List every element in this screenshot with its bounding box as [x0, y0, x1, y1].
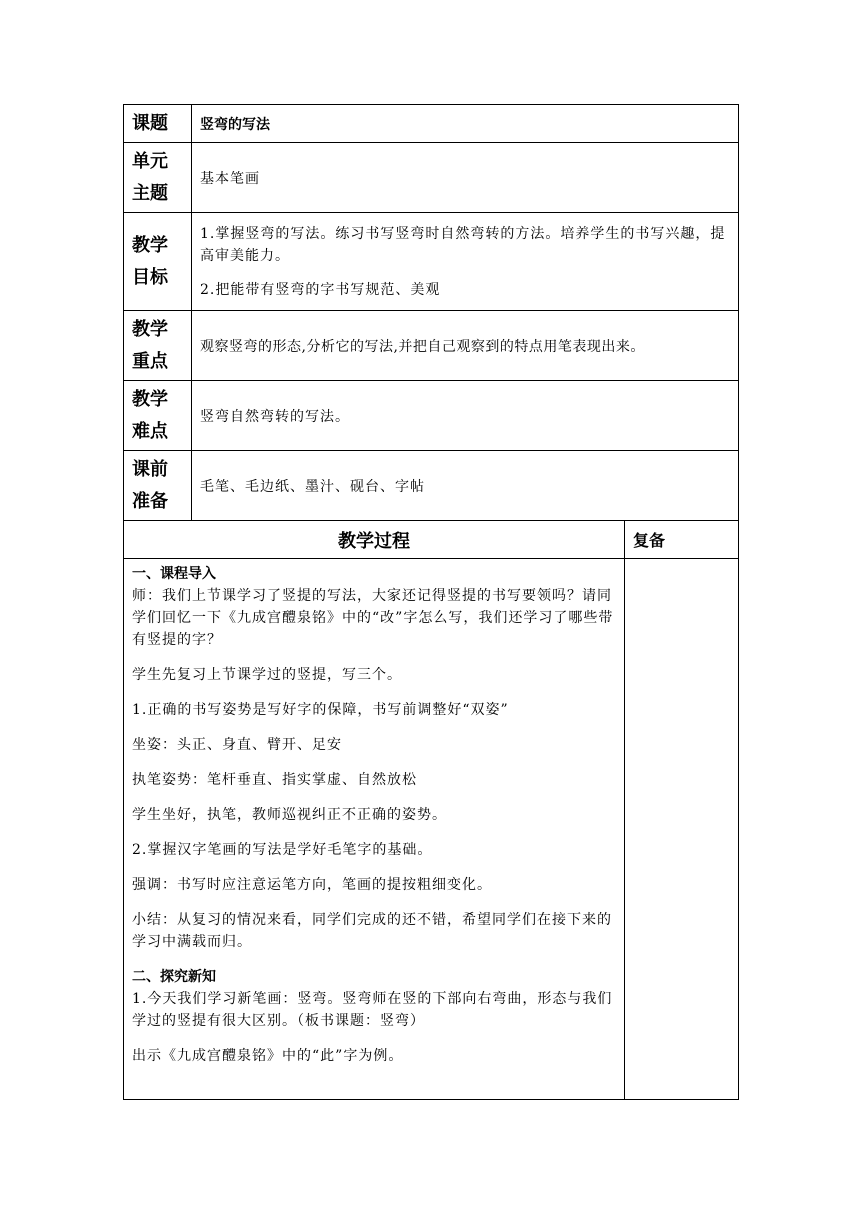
section2-title: 二、探究新知 — [132, 969, 216, 985]
goal-item-2: 2.把能带有竖弯的字书写规范、美观 — [200, 281, 441, 298]
row-key-points — [124, 311, 739, 381]
prep-value: 毛笔、毛边纸、墨汁、砚台、字帖 — [192, 451, 739, 521]
s1-paragraph-3: 1.正确的书写姿势是写好字的保障，书写前调整好“双姿” — [132, 702, 509, 718]
s1-paragraph-1: 师：我们上节课学习了竖提的写法，大家还记得竖提的书写要领吗？请同学们回忆一下《九成宫醴泉铭》中的“改”字怎么写，我们还学习了哪些带有竖提的字？ — [132, 588, 614, 648]
s2-paragraph-1: 1.今天我们学习新笔画：竖弯。竖弯师在竖的下部向右弯曲，形态与我们学过的竖提有很大区别。（板书课题：竖弯） — [132, 991, 613, 1029]
topic-label: 课题 — [124, 105, 192, 143]
s1-paragraph-9: 小结：从复习的情况来看，同学们完成的还不错，希望同学们在接下来的学习中满载而归。 — [132, 912, 612, 950]
s1-paragraph-6: 学生坐好，执笔，教师巡视纠正不正确的姿势。 — [132, 807, 447, 823]
unit-value: 基本笔画 — [192, 143, 739, 213]
key-points-label-line1: 教学 — [132, 318, 168, 340]
goal-item-1: 1.掌握竖弯的写法。练习书写竖弯时自然弯转的方法。培养学生的书写兴趣，提高审美能力。 — [200, 225, 726, 264]
row-prep — [124, 451, 739, 521]
s1-paragraph-4: 坐姿：头正、身直、臂开、足安 — [132, 737, 342, 753]
review-header: 复备 — [625, 521, 739, 559]
lesson-plan-table — [123, 104, 739, 1100]
section1-title: 一、课程导入 — [132, 566, 216, 582]
s1-paragraph-5: 执笔姿势：笔杆垂直、指实掌虚、自然放松 — [132, 772, 417, 788]
unit-label-line2: 主题 — [132, 182, 168, 204]
difficulties-label-line1: 教学 — [132, 388, 168, 410]
key-points-label — [124, 311, 192, 381]
goals-value — [192, 213, 739, 311]
s1-paragraph-2: 学生先复习上节课学过的竖提，写三个。 — [132, 667, 402, 683]
goals-label — [124, 213, 192, 311]
topic-value: 竖弯的写法 — [192, 105, 739, 143]
s1-paragraph-7: 2.掌握汉字笔画的写法是学好毛笔字的基础。 — [132, 842, 433, 858]
row-topic — [124, 105, 739, 143]
process-content — [124, 559, 625, 1100]
row-goals — [124, 213, 739, 311]
difficulties-value: 竖弯自然弯转的写法。 — [192, 381, 739, 451]
s1-paragraph-8: 强调：书写时应注意运笔方向，笔画的提按粗细变化。 — [132, 877, 492, 893]
goals-label-line2: 目标 — [132, 266, 168, 288]
process-header: 教学过程 — [124, 521, 625, 559]
prep-label — [124, 451, 192, 521]
difficulties-label-line2: 难点 — [132, 420, 168, 442]
unit-label-line1: 单元 — [132, 150, 168, 172]
prep-label-line1: 课前 — [132, 458, 168, 480]
row-unit — [124, 143, 739, 213]
difficulties-label — [124, 381, 192, 451]
key-points-value: 观察竖弯的形态,分析它的写法,并把自己观察到的特点用笔表现出来。 — [192, 311, 739, 381]
unit-label — [124, 143, 192, 213]
key-points-label-line2: 重点 — [132, 350, 168, 372]
row-difficulties — [124, 381, 739, 451]
row-process-body — [124, 559, 739, 1100]
goals-label-line1: 教学 — [132, 234, 168, 256]
review-content — [625, 559, 739, 1100]
row-process-header — [124, 521, 739, 559]
prep-label-line2: 准备 — [132, 490, 168, 512]
s2-paragraph-2: 出示《九成宫醴泉铭》中的“此”字为例。 — [132, 1048, 404, 1064]
